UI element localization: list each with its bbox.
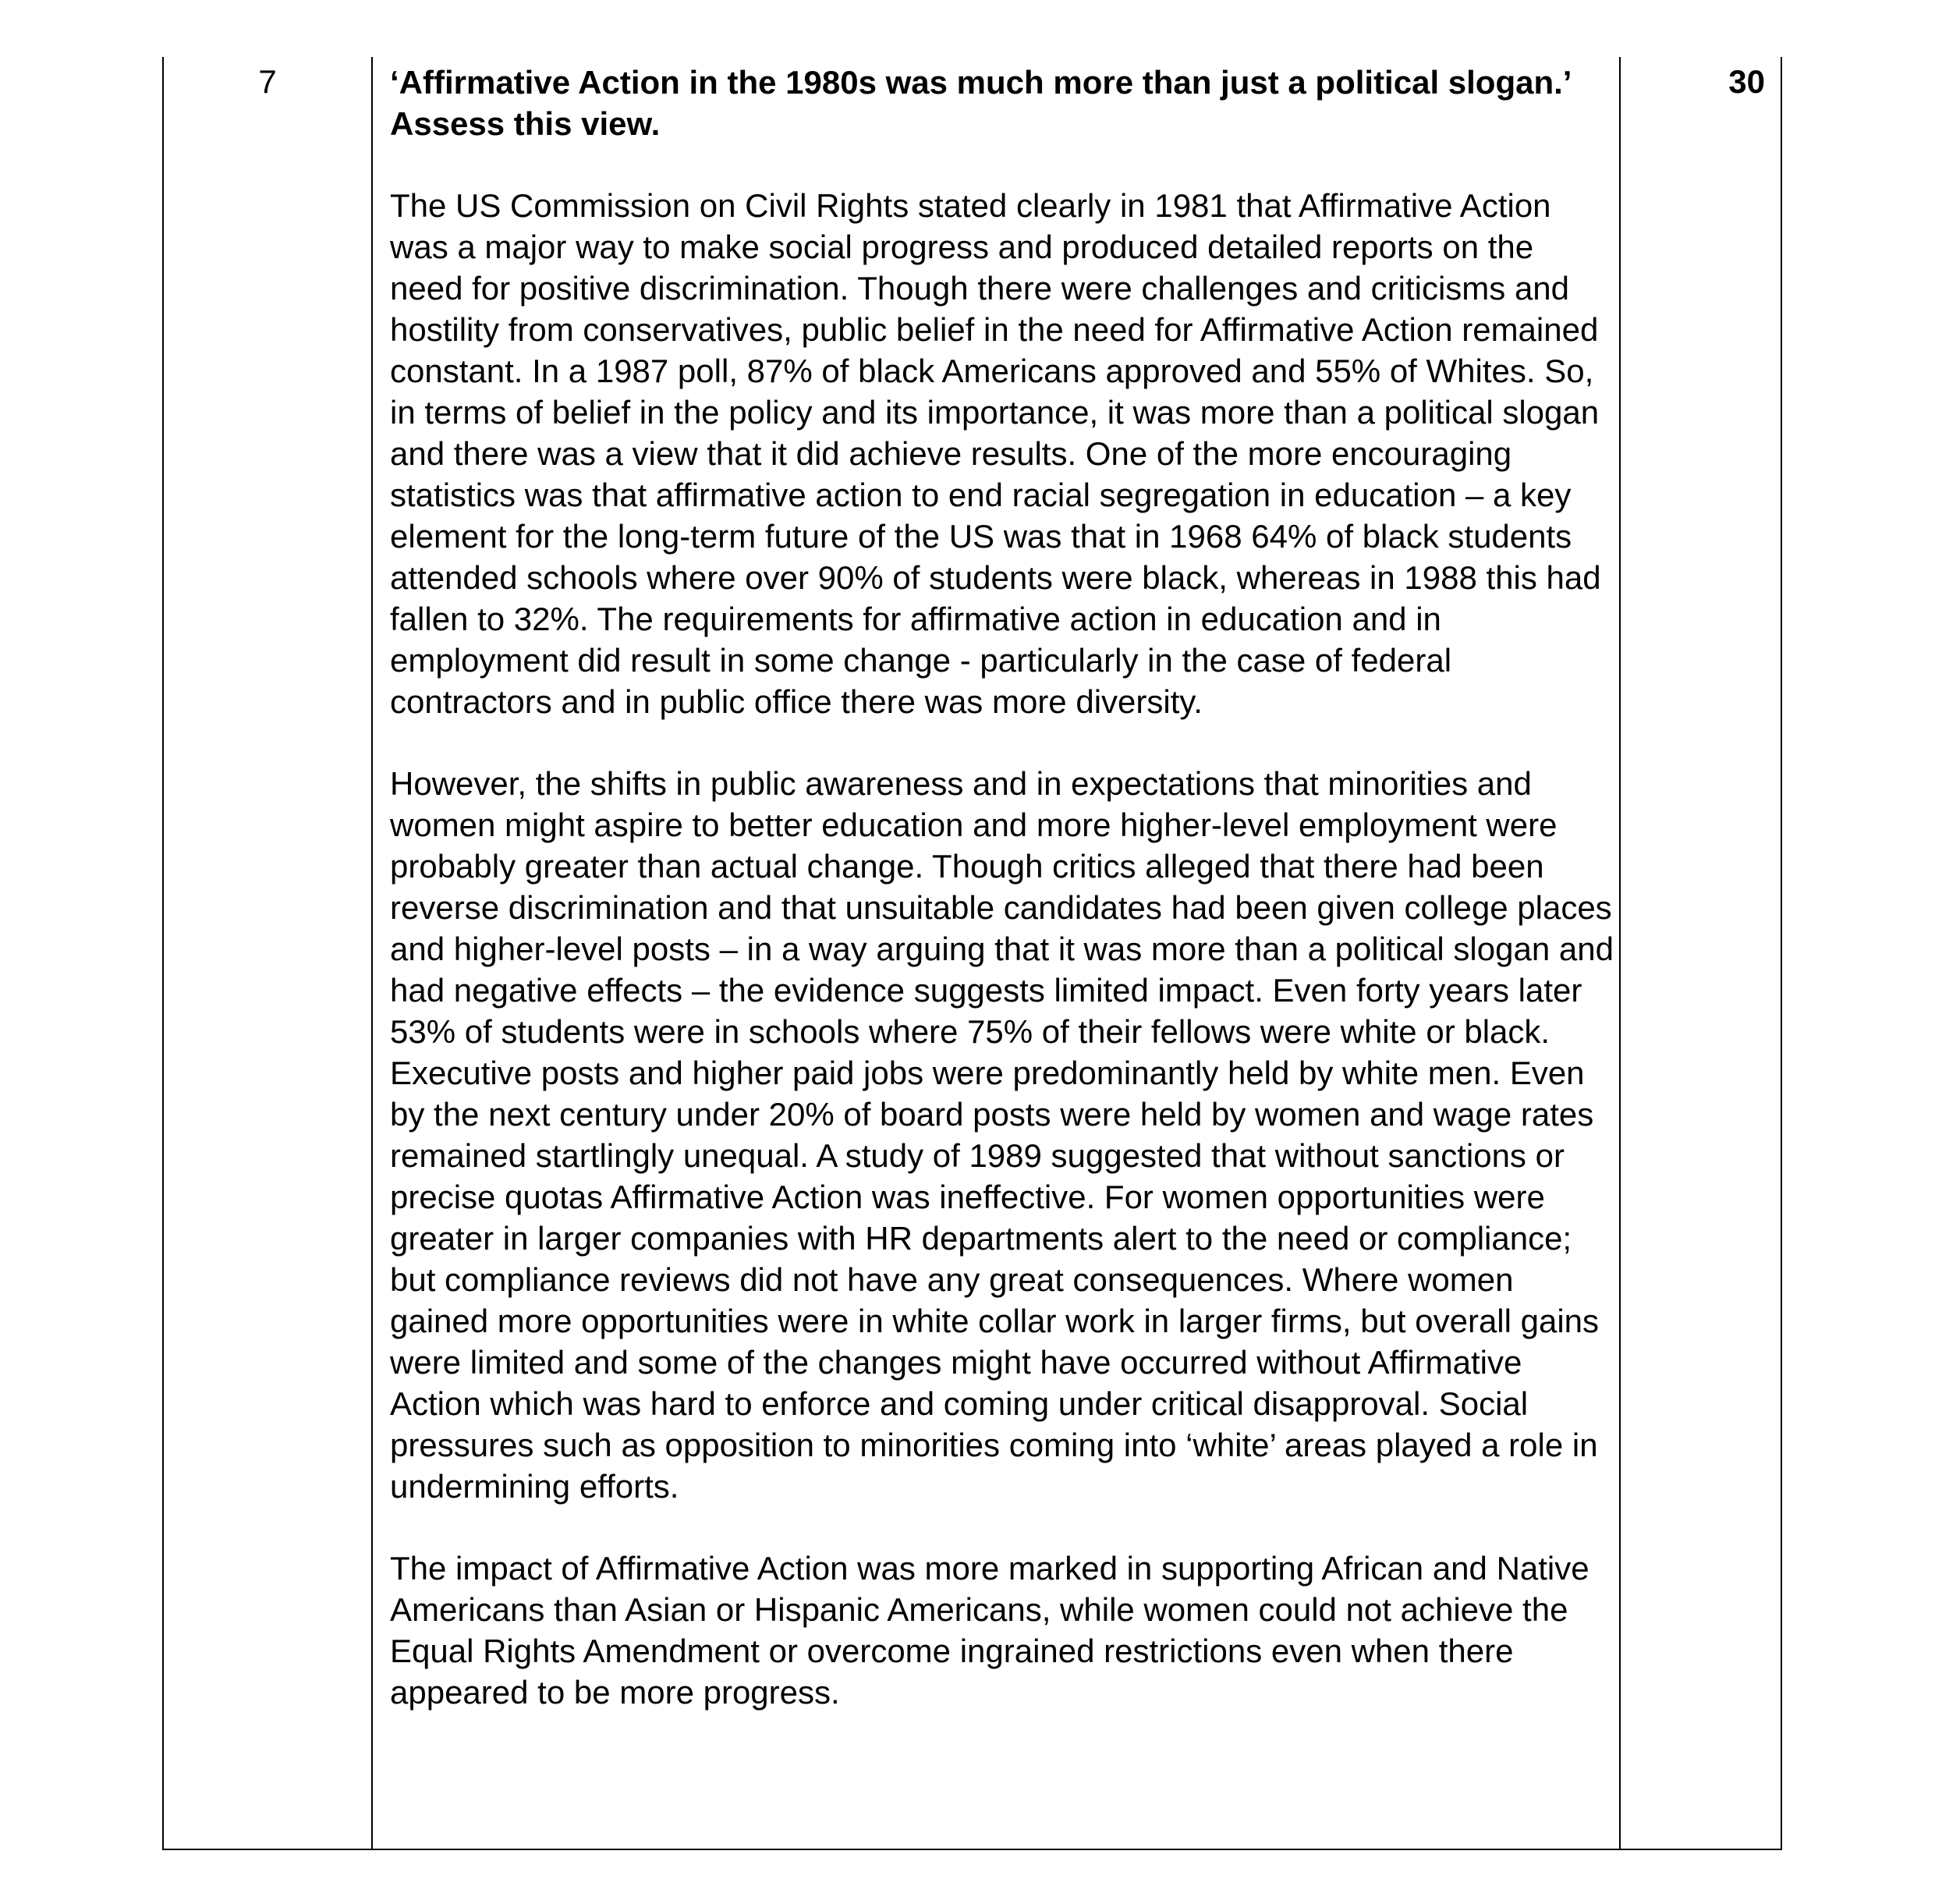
marks-value: 30	[1728, 63, 1765, 100]
question-number: 7	[258, 63, 277, 100]
column-divider-right	[1619, 57, 1621, 1849]
answer-paragraph-2: However, the shifts in public awareness and in expectations that minorities and women might aspire to better education and more higher-level employment were probably greater than actual change. Though critics alleged that there had been reverse discrimination and that unsuitable candidates had been given college places and higher-level posts – in a way arguing that it was more than a political slogan and had negative effects – the evidence suggests limited impact. Even forty years later 53% of students were in schools where 75% of their fellows were white or black. Executive posts and higher paid jobs were predominantly held by white men. Even by the next century under 20% of board posts were held by women and wage rates remained startlingly unequal. A study of 1989 suggested that without sanctions or precise quotas Affirmative Action was ineffective. For women opportunities were greater in larger companies with HR departments alert to the need or compliance; but compliance reviews did not have any great consequences. Where women gained more opportunities were in white collar work in larger firms, but overall gains were limited and some of the changes might have occurred without Affirmative Action which was hard to enforce and coming under critical disapproval. Social pressures such as opposition to minorities coming into ‘white’ areas played a role in undermining efforts.	[390, 765, 1614, 1505]
answer-paragraph-3: The impact of Affirmative Action was more marked in supporting African and Native Americans than Asian or Hispanic Americans, while women could not achieve the Equal Rights Amendment or overcome ingrained restrictions even when there appeared to be more progress.	[390, 1550, 1589, 1711]
answer-paragraph-1: The US Commission on Civil Rights stated clearly in 1981 that Affirmative Action was a major way to make social progress and produced detailed reports on the need for positive discrimination. Though there were challenges and criticisms and hostility from conservatives, public belief in the need for Affirmative Action remained constant. In a 1987 poll, 87% of black Americans approved and 55% of Whites. So, in terms of belief in the policy and its importance, it was more than a political slogan and there was a view that it did achieve results. One of the more encouraging statistics was that affirmative action to end racial segregation in education – a key element for the long-term future of the US was that in 1968 64% of black students attended schools where over 90% of students were black, whereas in 1988 this had fallen to 32%. The requirements for affirmative action in education and in employment did result in some change - particularly in the case of federal contractors and in public office there was more diversity.	[390, 187, 1601, 720]
answer-content	[390, 62, 1614, 1713]
question-text: ‘Affirmative Action in the 1980s was much more than just a political slogan.’ Assess this view.	[390, 64, 1571, 142]
column-divider-left	[371, 57, 373, 1849]
mark-scheme-table	[162, 57, 1782, 1850]
